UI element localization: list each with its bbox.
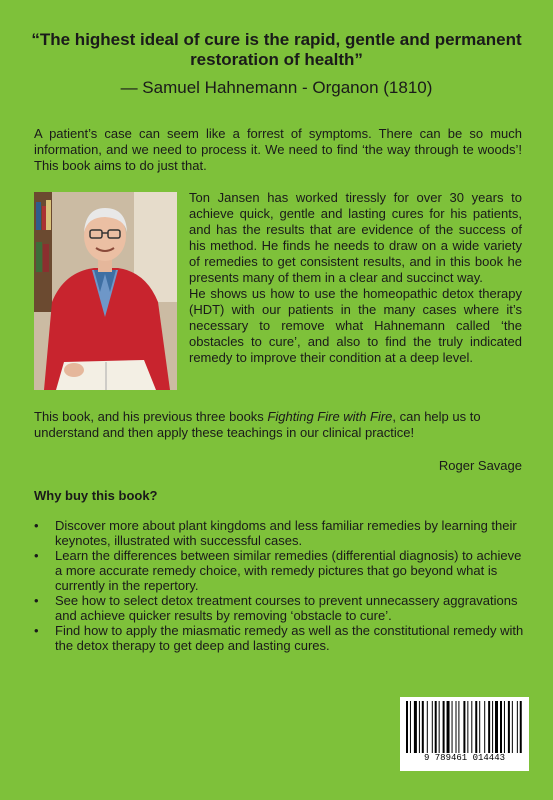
list-item-text: Learn the differences between similar remedies (differential diagnosis) to achieve a more accurate remedy choice, with remedy pictures that go beyond what is currently in the repertory.	[55, 548, 522, 593]
bullet-icon: •	[34, 548, 39, 563]
bullet-icon: •	[34, 623, 39, 638]
list-item-text: Find how to apply the miasmatic remedy as well as the constitutional remedy with the detox therapy to get deep and lasting cures.	[55, 623, 524, 653]
quote-text: “The highest ideal of cure is the rapid, gentle and permanent restoration of health”	[31, 30, 522, 69]
quote-attribution: — Samuel Hahnemann - Organon (1810)	[120, 78, 433, 97]
bullet-icon: •	[34, 518, 39, 533]
author-bio	[189, 190, 522, 366]
author-photo	[34, 192, 177, 390]
why-buy-heading: Why buy this book?	[34, 488, 158, 503]
signature: Roger Savage	[438, 458, 522, 473]
list-item	[34, 518, 524, 548]
author-portrait-illustration	[34, 192, 177, 390]
list-item	[34, 623, 524, 653]
closing-text-before: This book, and his previous three books	[34, 409, 268, 424]
reasons-list	[34, 518, 524, 653]
bio-paragraph-2: He shows us how to use the homeopathic detox therapy (HDT) with our patients in the many cases where it’s necessary to remove what Hahnemann called ‘the obstacles to cure’, and also to find the truly indicated remedy to improve their condition at a deep level.	[189, 286, 522, 365]
barcode-digits: 9 789461 014443	[423, 753, 505, 763]
closing-text-after: , can help us to understand and then apply these teachings in our clinical practice!	[34, 409, 481, 440]
bullet-icon: •	[34, 593, 39, 608]
closing-paragraph	[34, 409, 522, 441]
isbn-barcode	[400, 697, 529, 771]
bio-paragraph-1: Ton Jansen has worked tiressly for over 30 years to achieve quick, gentle and lasting cures for his patients, and has the results that are evidence of the success of his method. He finds he needs to draw on a wide variety of remedies to get consistent results, and in this book he presents many of them in a clear and succinct way.	[189, 190, 522, 285]
intro-paragraph: A patient’s case can seem like a forrest of symptoms. There can be so much information, and we need to process it. We need to find ‘the way through te woods’! This book aims to do just that.	[34, 126, 522, 173]
list-item-text: See how to select detox treatment courses to prevent unnecassery aggravations and achieve quicker results by removing ‘obstacle to cure’.	[55, 593, 518, 623]
barcode-bars	[400, 697, 529, 755]
list-item	[34, 548, 524, 593]
list-item-text: Discover more about plant kingdoms and less familiar remedies by learning their keynotes, illustrated with successful cases.	[55, 518, 517, 548]
previous-books-title: Fighting Fire with Fire	[267, 409, 393, 424]
list-item	[34, 593, 524, 623]
